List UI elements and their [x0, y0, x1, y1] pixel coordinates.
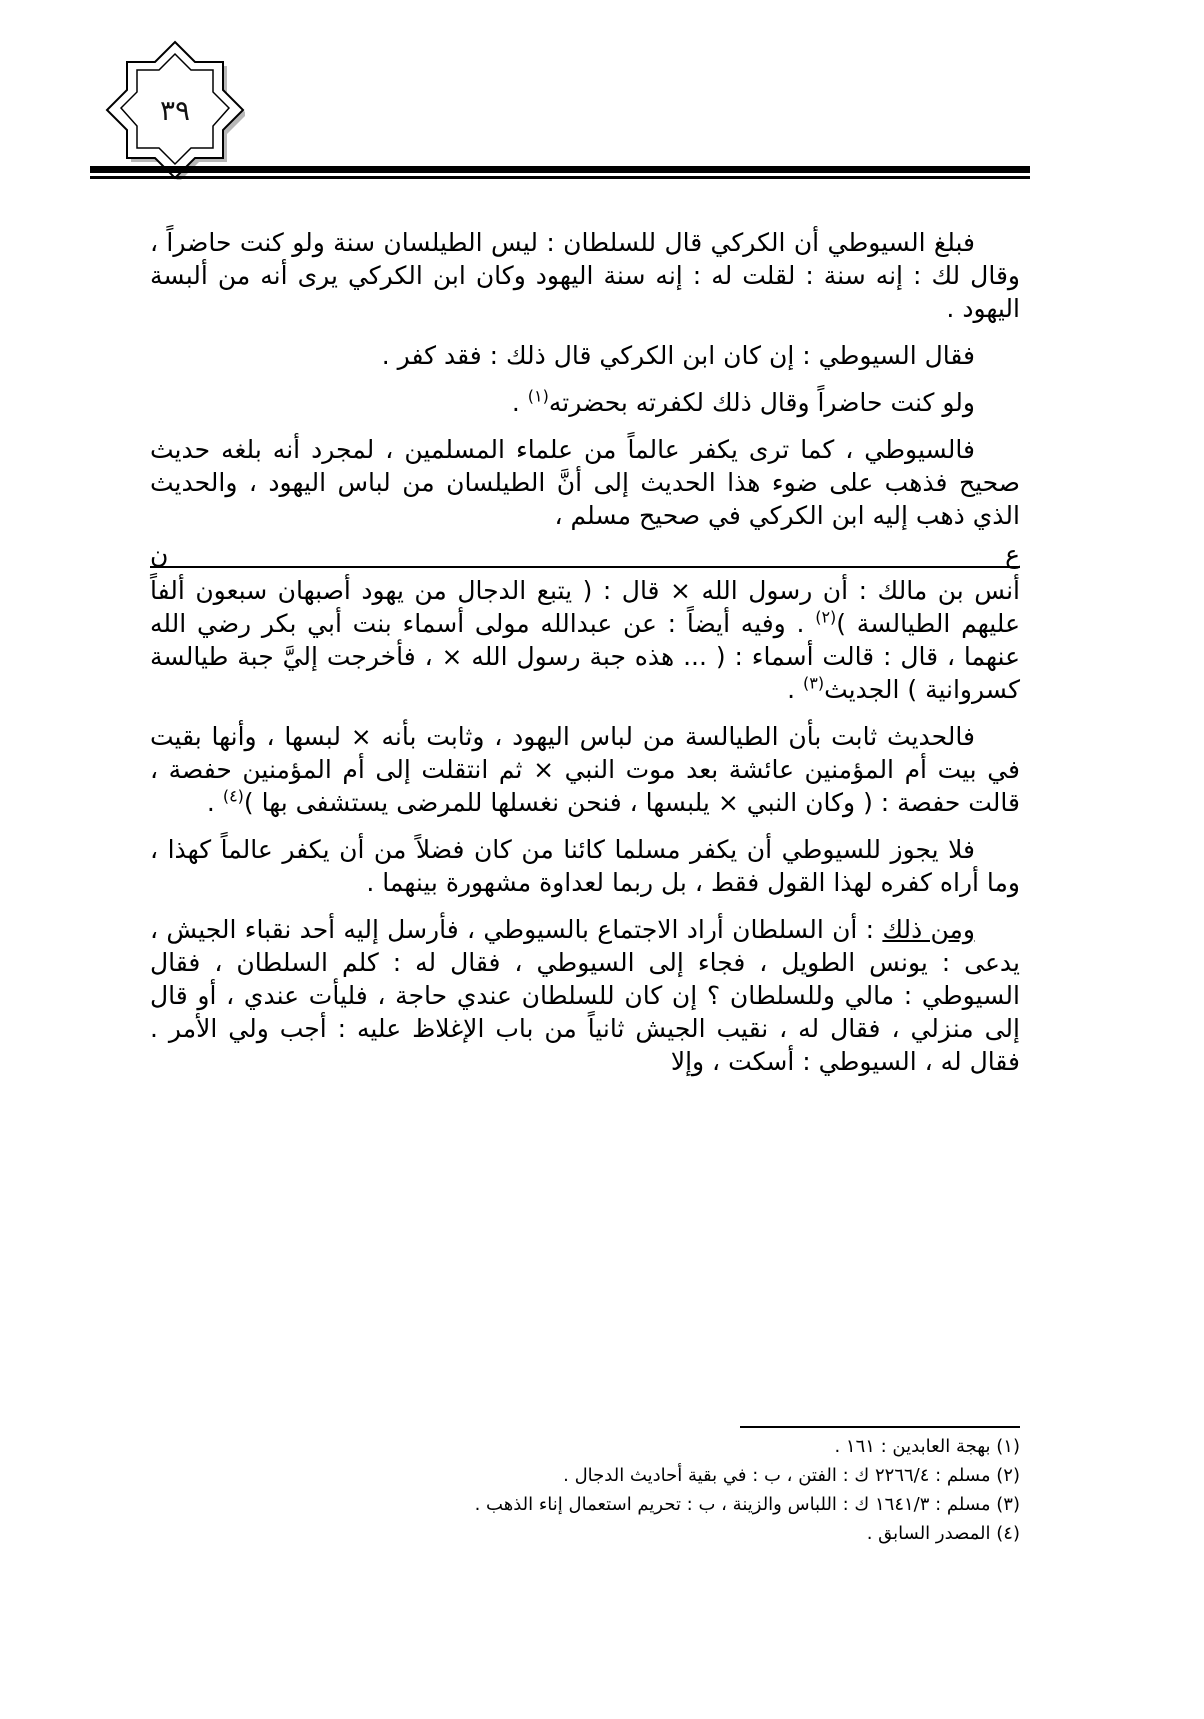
stretched-line [150, 532, 1020, 568]
footnote-1: (١) بهجة العابدين : ١٦١ . [834, 1436, 1020, 1457]
paragraph-1: فبلغ السيوطي أن الكركي قال للسلطان : ليس الطيلسان سنة ولو كنت حاضراً ، وقال لك : إنه سنة : لقلت له : إنه سنة اليهود وكان ابن الكركي يرى أنه من ألبسة اليهود . [150, 228, 1020, 323]
footnote-ref-3: (٣) [803, 673, 825, 693]
page-number-badge [105, 40, 245, 180]
paragraph-8 [150, 913, 1020, 1078]
page-number: ٣٩ [159, 93, 191, 127]
footnote-2: (٢) مسلم : ٢٢٦٦/٤ ك : الفتن ، ب : في بقية أحاديث الدجال . [563, 1465, 1020, 1486]
paragraph-2: فقال السيوطي : إن كان ابن الكركي قال ذلك : فقد كفر . [381, 341, 975, 370]
paragraph-6-text: فالحديث ثابت بأن الطيالسة من لباس اليهود ، وثابت بأنه × لبسها ، وأنها بقيت في بيت أم المؤمنين عائشة بعد موت النبي × ثم انتقلت إلى أم المؤمنين حفصة ، قالت حفصة : ( وكان النبي × يلبسها ، فنحن نغسلها للمرضى يستشفى بها ) [150, 722, 1020, 817]
period: . [511, 388, 520, 417]
paragraph-5 [150, 574, 1020, 706]
stretched-line-last: ن [150, 540, 169, 569]
paragraph-4: فالسيوطي ، كما ترى يكفر عالماً من علماء المسلمين ، لمجرد أنه بلغه حديث صحيح فذهب على ضوء هذا الحديث إلى أنَّ الطيلسان من لباس اليهود ، والحديث الذي ذهب إليه ابن الكركي في صحيح مسلم ، [150, 435, 1020, 530]
period: . [787, 675, 796, 704]
footnote-4: (٤) المصدر السابق . [866, 1523, 1020, 1544]
footnote-divider [740, 1426, 1020, 1428]
footnotes [150, 1432, 1020, 1548]
stretched-line-first: ع [1005, 540, 1020, 569]
paragraph-3 [150, 386, 1020, 419]
paragraph-5-cont: . وفيه أيضاً : عن عبدالله مولى أسماء بنت أبي بكر رضي الله عنهما ، قال : قالت أسماء : ( ... هذه جبة رسول الله × ، فأخرجت إليَّ جبة طيالسة كسروانية ) الجديث [150, 609, 1020, 704]
footnote-ref-1: (١) [527, 386, 549, 406]
paragraph-5-text: أنس بن مالك : أن رسول الله × قال : ( يتبع الدجال من يهود أصبهان سبعون ألفاً عليهم الطيالسة ) [150, 576, 1020, 638]
header-rule-thin [90, 176, 1030, 179]
footnote-3: (٣) مسلم : ١٦٤١/٣ ك : اللباس والزينة ، ب : تحريم استعمال إناء الذهب . [474, 1494, 1020, 1515]
paragraph-6 [150, 720, 1020, 819]
paragraph-8-text: : أن السلطان أراد الاجتماع بالسيوطي ، فأرسل إليه أحد نقباء الجيش ، يدعى : يونس الطويل ، فجاء إلى السيوطي ، فقال له : كلم السلطان ، فقال السيوطي : مالي وللسلطان ؟ إن كان للسلطان عندي حاجة ، فليأت عندي ، أو قال إلى منزلي ، فقال له ، نقيب الجيش ثانياً من باب الإغلاظ عليه : أجب ولي الأمر . فقال له ، السيوطي : أسكت ، وإلا [150, 915, 1020, 1076]
footnote-ref-4: (٤) [222, 786, 244, 806]
period: . [206, 788, 215, 817]
paragraph-3-text: ولو كنت حاضراً وقال ذلك لكفرته بحضرته [548, 388, 975, 417]
paragraph-7: فلا يجوز للسيوطي أن يكفر مسلما كائنا من كان فضلاً من أن يكفر عالماً كهذا ، وما أراه كفره لهذا القول فقط ، بل ربما لعداوة مشهورة بينهما . [150, 835, 1020, 897]
footnote-ref-2: (٢) [815, 607, 837, 627]
heading-min-dhalik: ومن ذلك [882, 915, 975, 944]
header-rule-thick [90, 166, 1030, 173]
main-text [150, 226, 1020, 1092]
